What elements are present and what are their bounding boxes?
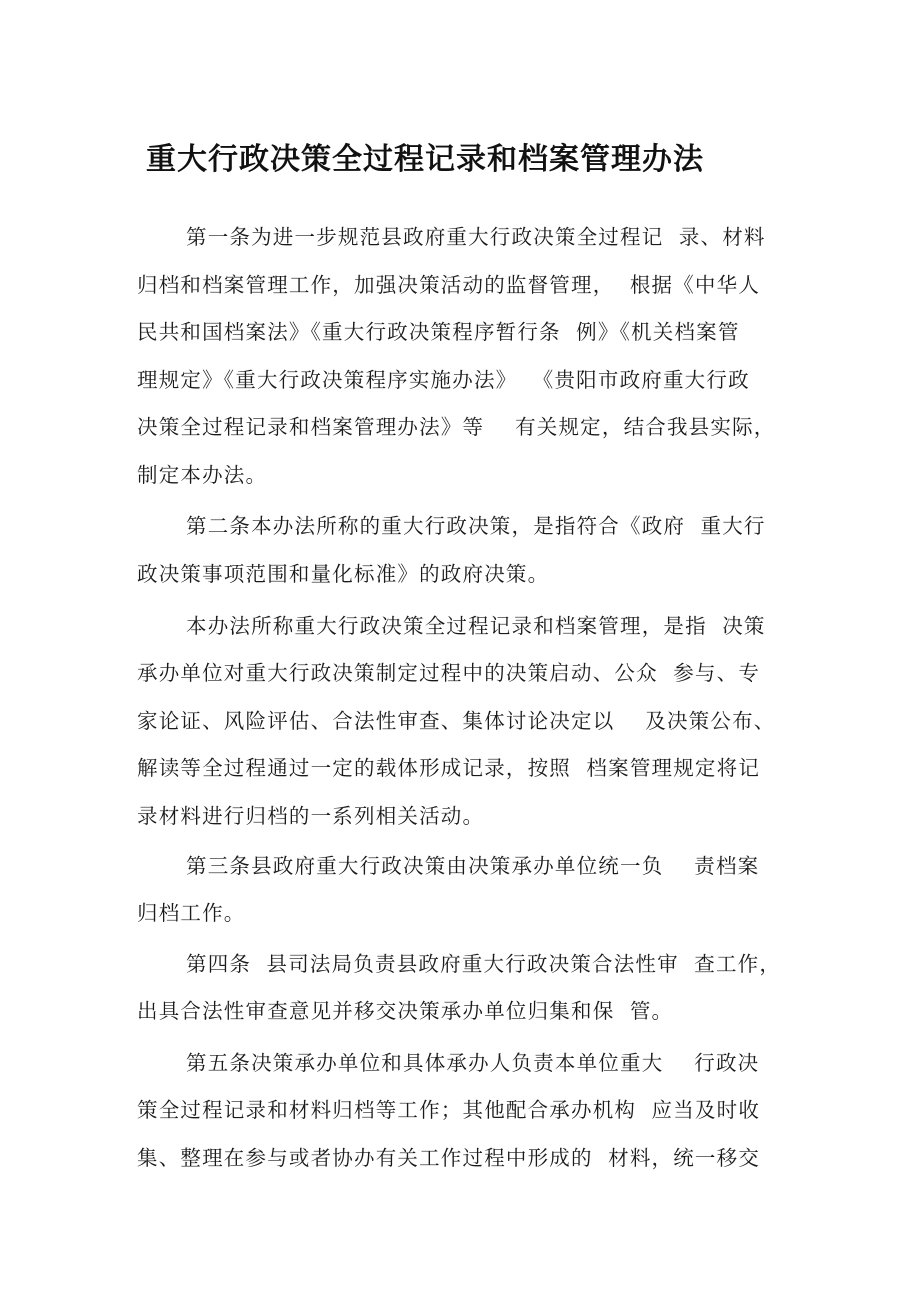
page-title: 重大行政决策全过程记录和档案管理办法 [146, 142, 704, 177]
article-4-line-1: 第四条 县司法局负责县政府重大行政决策合法性审 查工作， [186, 952, 782, 976]
article-1-line-6: 制定本办法。 [137, 463, 268, 487]
article-3-line-2: 归档工作。 [137, 901, 246, 925]
article-4-line-2: 出具合法性审查意见并移交决策承办单位归集和保 管。 [137, 999, 674, 1023]
article-1-line-1: 第一条为进一步规范县政府重大行政决策全过程记 录、材料 [186, 225, 766, 249]
article-5-line-3: 集、整理在参与或者协办有关工作过程中形成的 材料，统一移交 [137, 1146, 761, 1170]
article-2-para-2-line-3: 家论证、风险评估、合法性审查、集体讨论决定以 及决策公布、 [137, 709, 776, 733]
article-1-line-5: 决策全过程记录和档案管理办法》等 有关规定，结合我县实际， [137, 415, 776, 439]
article-3-line-1: 第三条县政府重大行政决策由决策承办单位统一负 责档案 [186, 854, 760, 878]
article-5-line-1: 第五条决策承办单位和具体承办人负责本单位重大 行政决 [186, 1051, 760, 1075]
article-1-line-3: 民共和国档案法》《重大行政决策程序暂行条 例》《机关档案管 [137, 320, 740, 344]
article-1-line-4: 理规定》《重大行政决策程序实施办法》 《贵阳市政府重大行政 [137, 368, 750, 392]
article-1-line-2: 归档和档案管理工作，加强决策活动的监督管理， 根据《中华人 [137, 273, 761, 297]
article-2-para-2-line-1: 本办法所称重大行政决策全过程记录和档案管理，是指 决策 [186, 614, 766, 638]
article-5-line-2: 策全过程记录和材料归档等工作；其他配合承办机构 应当及时收 [137, 1098, 761, 1122]
article-2-line-1: 第二条本办法所称的重大行政决策，是指符合《政府 重大行 [186, 514, 766, 538]
article-2-para-2-line-5: 录材料进行归档的一系列相关活动。 [137, 804, 485, 828]
article-2-para-2-line-2: 承办单位对重大行政决策制定过程中的决策启动、公众 参与、专 [137, 661, 761, 685]
article-2-line-2: 政决策事项范围和量化标准》的政府决策。 [137, 562, 550, 586]
article-2-para-2-line-4: 解读等全过程通过一定的载体形成记录，按照 档案管理规定将记 [137, 756, 761, 780]
